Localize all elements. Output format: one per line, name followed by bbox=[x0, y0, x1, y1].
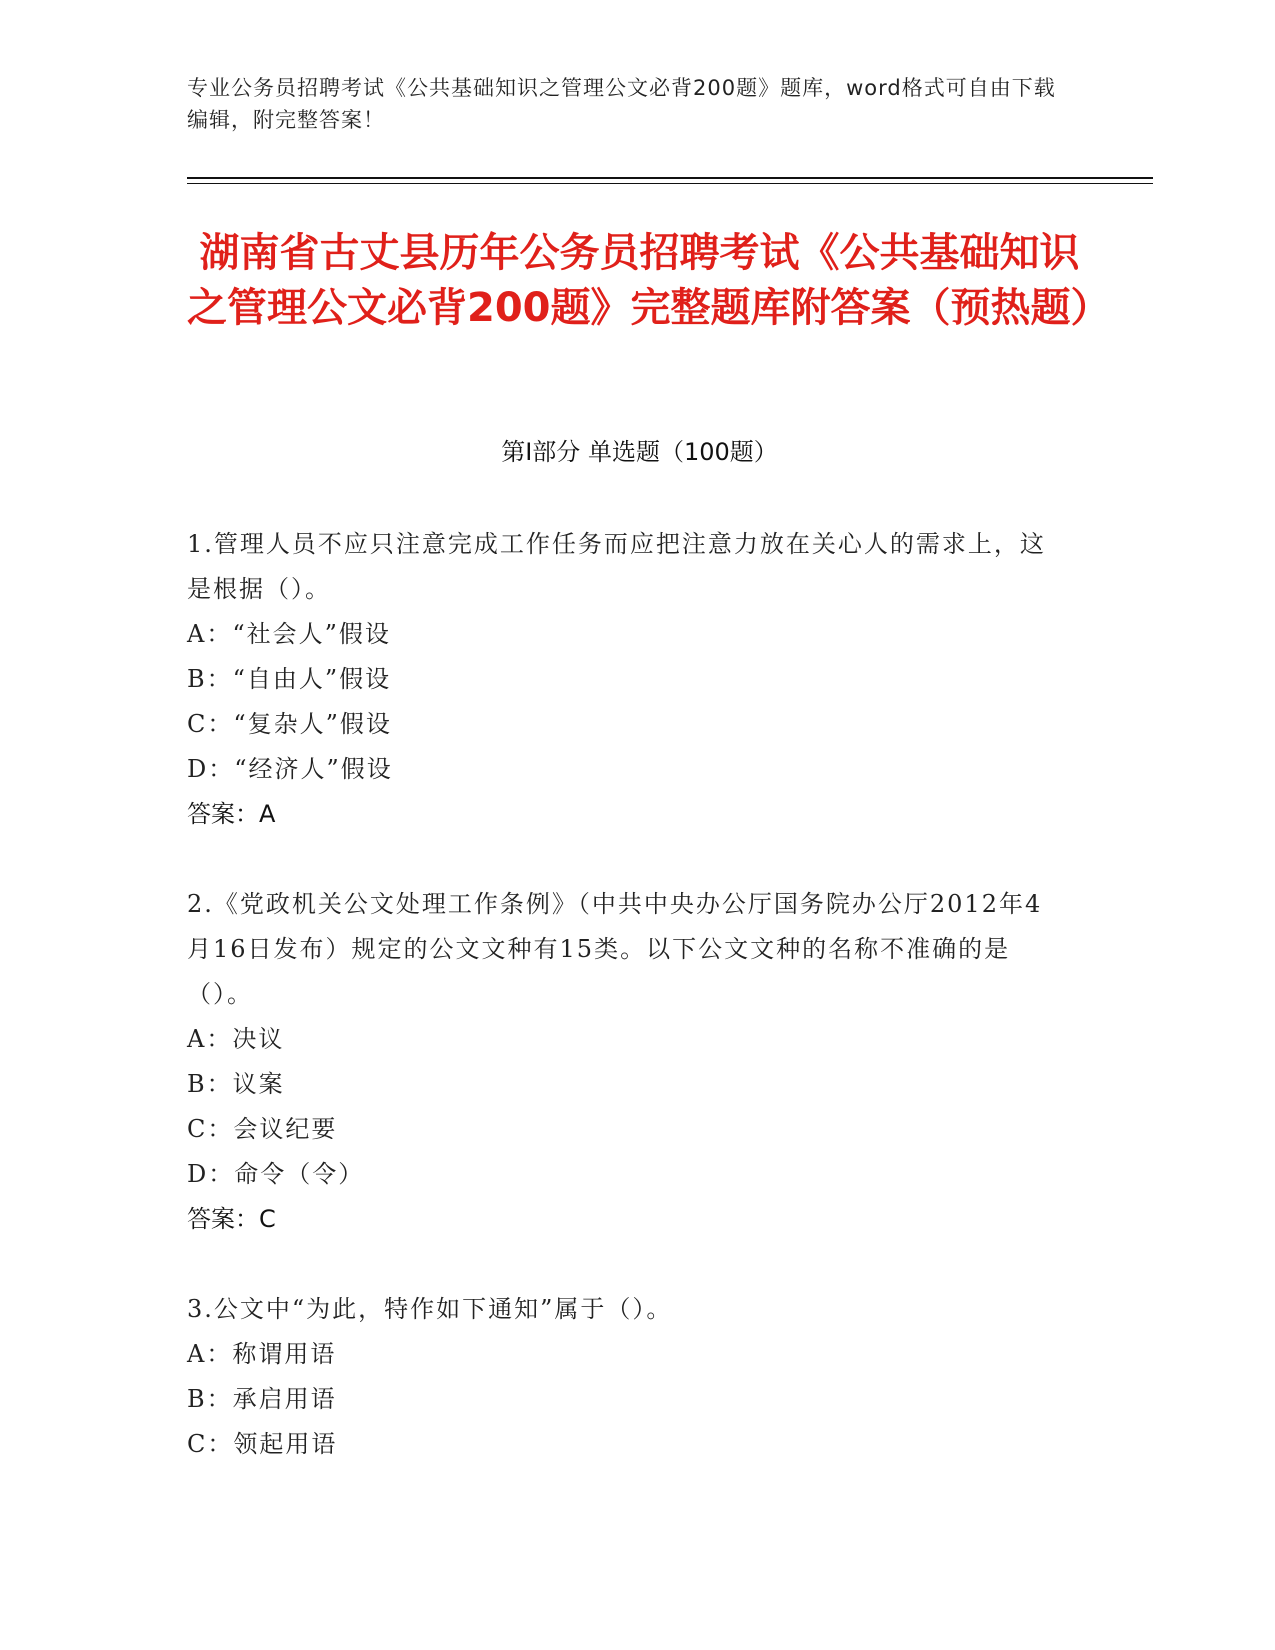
answer: 答案：A bbox=[187, 800, 276, 828]
option-b: B：承启用语 bbox=[187, 1385, 337, 1413]
header-note: 专业公务员招聘考试《公共基础知识之管理公文必背200题》题库，word格式可自由下载编辑，附完整答案！ bbox=[187, 76, 1056, 132]
option-a: A：称谓用语 bbox=[187, 1340, 337, 1368]
option-b: B：议案 bbox=[187, 1070, 285, 1098]
document-title: 湖南省古丈县历年公务员招聘考试《公共基础知识之管理公文必背200题》完整题库附答案（预热题） bbox=[187, 230, 1111, 331]
section-heading: 第Ⅰ部分 单选题（100题） bbox=[501, 438, 778, 466]
header-divider-thick bbox=[187, 177, 1153, 179]
option-a: A：决议 bbox=[187, 1025, 285, 1053]
question-3 bbox=[187, 1287, 1067, 1467]
option-c: C：领起用语 bbox=[187, 1430, 338, 1458]
header-divider-thin bbox=[187, 183, 1153, 184]
question-2 bbox=[187, 882, 1067, 1242]
option-d: D：命令（令） bbox=[187, 1160, 365, 1188]
option-c: C：“复杂人”假设 bbox=[187, 710, 392, 738]
question-stem: 1.管理人员不应只注意完成工作任务而应把注意力放在关心人的需求上，这是根据（）。 bbox=[187, 530, 1046, 603]
question-stem: 2.《党政机关公文处理工作条例》（中共中央办公厅国务院办公厅2012年4月16日发布）规定的公文文种有15类。以下公文文种的名称不准确的是（）。 bbox=[187, 890, 1043, 1008]
option-d: D：“经济人”假设 bbox=[187, 755, 393, 783]
answer: 答案：C bbox=[187, 1205, 276, 1233]
question-list bbox=[187, 522, 1067, 1512]
option-b: B：“自由人”假设 bbox=[187, 665, 392, 693]
option-a: A：“社会人”假设 bbox=[187, 620, 391, 648]
question-stem: 3.公文中“为此，特作如下通知”属于（）。 bbox=[187, 1295, 673, 1323]
option-c: C：会议纪要 bbox=[187, 1115, 338, 1143]
question-1 bbox=[187, 522, 1067, 837]
